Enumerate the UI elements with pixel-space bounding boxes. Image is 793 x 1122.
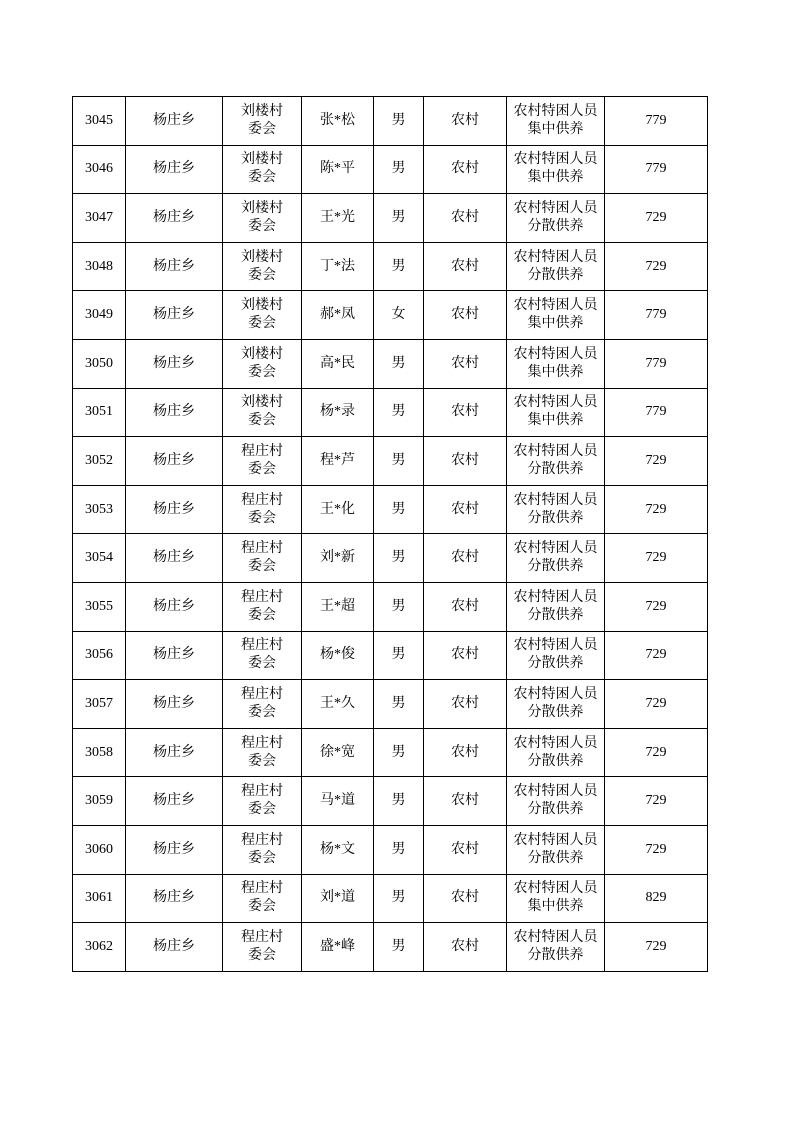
amount-cell: 729 bbox=[605, 194, 708, 243]
serial-number-cell: 3045 bbox=[73, 97, 126, 146]
village-committee-cell: 刘楼村委会 bbox=[223, 388, 302, 437]
township-cell: 杨庄乡 bbox=[126, 825, 223, 874]
name-cell: 徐*宽 bbox=[302, 728, 374, 777]
township-cell: 杨庄乡 bbox=[126, 874, 223, 923]
name-cell: 刘*道 bbox=[302, 874, 374, 923]
table-row bbox=[73, 874, 708, 923]
township-cell: 杨庄乡 bbox=[126, 534, 223, 583]
relief-recipients-table bbox=[72, 96, 708, 972]
serial-number-cell: 3049 bbox=[73, 291, 126, 340]
gender-cell: 男 bbox=[374, 485, 424, 534]
name-cell: 王*化 bbox=[302, 485, 374, 534]
gender-cell: 男 bbox=[374, 582, 424, 631]
serial-number-cell: 3048 bbox=[73, 242, 126, 291]
village-committee-cell: 程庄村委会 bbox=[223, 874, 302, 923]
serial-number-cell: 3057 bbox=[73, 680, 126, 729]
area-type-cell: 农村 bbox=[424, 582, 507, 631]
area-type-cell: 农村 bbox=[424, 437, 507, 486]
village-committee-cell: 程庄村委会 bbox=[223, 923, 302, 972]
support-category-cell: 农村特困人员集中供养 bbox=[507, 145, 605, 194]
table-body bbox=[73, 97, 708, 972]
area-type-cell: 农村 bbox=[424, 923, 507, 972]
table-row bbox=[73, 728, 708, 777]
name-cell: 杨*俊 bbox=[302, 631, 374, 680]
serial-number-cell: 3046 bbox=[73, 145, 126, 194]
table-row bbox=[73, 437, 708, 486]
support-category-cell: 农村特困人员分散供养 bbox=[507, 923, 605, 972]
area-type-cell: 农村 bbox=[424, 631, 507, 680]
amount-cell: 779 bbox=[605, 97, 708, 146]
village-committee-cell: 程庄村委会 bbox=[223, 680, 302, 729]
amount-cell: 779 bbox=[605, 291, 708, 340]
name-cell: 程*芦 bbox=[302, 437, 374, 486]
township-cell: 杨庄乡 bbox=[126, 680, 223, 729]
area-type-cell: 农村 bbox=[424, 874, 507, 923]
support-category-cell: 农村特困人员集中供养 bbox=[507, 339, 605, 388]
table-row bbox=[73, 825, 708, 874]
gender-cell: 男 bbox=[374, 97, 424, 146]
township-cell: 杨庄乡 bbox=[126, 631, 223, 680]
support-category-cell: 农村特困人员分散供养 bbox=[507, 437, 605, 486]
name-cell: 刘*新 bbox=[302, 534, 374, 583]
township-cell: 杨庄乡 bbox=[126, 582, 223, 631]
township-cell: 杨庄乡 bbox=[126, 388, 223, 437]
township-cell: 杨庄乡 bbox=[126, 194, 223, 243]
table-row bbox=[73, 680, 708, 729]
village-committee-cell: 程庄村委会 bbox=[223, 777, 302, 826]
serial-number-cell: 3060 bbox=[73, 825, 126, 874]
support-category-cell: 农村特困人员集中供养 bbox=[507, 874, 605, 923]
area-type-cell: 农村 bbox=[424, 388, 507, 437]
area-type-cell: 农村 bbox=[424, 242, 507, 291]
serial-number-cell: 3047 bbox=[73, 194, 126, 243]
serial-number-cell: 3053 bbox=[73, 485, 126, 534]
village-committee-cell: 刘楼村委会 bbox=[223, 339, 302, 388]
area-type-cell: 农村 bbox=[424, 728, 507, 777]
support-category-cell: 农村特困人员集中供养 bbox=[507, 388, 605, 437]
gender-cell: 男 bbox=[374, 825, 424, 874]
table-row bbox=[73, 534, 708, 583]
amount-cell: 729 bbox=[605, 485, 708, 534]
gender-cell: 男 bbox=[374, 728, 424, 777]
village-committee-cell: 程庄村委会 bbox=[223, 631, 302, 680]
support-category-cell: 农村特困人员分散供养 bbox=[507, 825, 605, 874]
table-row bbox=[73, 97, 708, 146]
village-committee-cell: 程庄村委会 bbox=[223, 825, 302, 874]
area-type-cell: 农村 bbox=[424, 825, 507, 874]
serial-number-cell: 3052 bbox=[73, 437, 126, 486]
township-cell: 杨庄乡 bbox=[126, 242, 223, 291]
amount-cell: 729 bbox=[605, 825, 708, 874]
area-type-cell: 农村 bbox=[424, 145, 507, 194]
township-cell: 杨庄乡 bbox=[126, 97, 223, 146]
amount-cell: 779 bbox=[605, 339, 708, 388]
township-cell: 杨庄乡 bbox=[126, 437, 223, 486]
table-row bbox=[73, 291, 708, 340]
amount-cell: 729 bbox=[605, 923, 708, 972]
village-committee-cell: 刘楼村委会 bbox=[223, 194, 302, 243]
gender-cell: 男 bbox=[374, 339, 424, 388]
support-category-cell: 农村特困人员分散供养 bbox=[507, 631, 605, 680]
serial-number-cell: 3051 bbox=[73, 388, 126, 437]
table-row bbox=[73, 582, 708, 631]
area-type-cell: 农村 bbox=[424, 485, 507, 534]
table-row bbox=[73, 388, 708, 437]
gender-cell: 男 bbox=[374, 631, 424, 680]
support-category-cell: 农村特困人员分散供养 bbox=[507, 777, 605, 826]
support-category-cell: 农村特困人员分散供养 bbox=[507, 728, 605, 777]
name-cell: 高*民 bbox=[302, 339, 374, 388]
support-category-cell: 农村特困人员集中供养 bbox=[507, 291, 605, 340]
area-type-cell: 农村 bbox=[424, 339, 507, 388]
serial-number-cell: 3061 bbox=[73, 874, 126, 923]
gender-cell: 男 bbox=[374, 437, 424, 486]
support-category-cell: 农村特困人员分散供养 bbox=[507, 534, 605, 583]
township-cell: 杨庄乡 bbox=[126, 291, 223, 340]
serial-number-cell: 3055 bbox=[73, 582, 126, 631]
name-cell: 王*久 bbox=[302, 680, 374, 729]
gender-cell: 男 bbox=[374, 923, 424, 972]
area-type-cell: 农村 bbox=[424, 194, 507, 243]
gender-cell: 男 bbox=[374, 777, 424, 826]
support-category-cell: 农村特困人员分散供养 bbox=[507, 582, 605, 631]
table-row bbox=[73, 485, 708, 534]
gender-cell: 男 bbox=[374, 388, 424, 437]
township-cell: 杨庄乡 bbox=[126, 923, 223, 972]
serial-number-cell: 3058 bbox=[73, 728, 126, 777]
amount-cell: 729 bbox=[605, 728, 708, 777]
village-committee-cell: 刘楼村委会 bbox=[223, 291, 302, 340]
township-cell: 杨庄乡 bbox=[126, 145, 223, 194]
name-cell: 张*松 bbox=[302, 97, 374, 146]
table-row bbox=[73, 194, 708, 243]
amount-cell: 729 bbox=[605, 534, 708, 583]
table-row bbox=[73, 631, 708, 680]
amount-cell: 729 bbox=[605, 680, 708, 729]
gender-cell: 男 bbox=[374, 534, 424, 583]
name-cell: 杨*文 bbox=[302, 825, 374, 874]
support-category-cell: 农村特困人员分散供养 bbox=[507, 194, 605, 243]
village-committee-cell: 程庄村委会 bbox=[223, 582, 302, 631]
name-cell: 杨*录 bbox=[302, 388, 374, 437]
serial-number-cell: 3059 bbox=[73, 777, 126, 826]
gender-cell: 男 bbox=[374, 874, 424, 923]
village-committee-cell: 刘楼村委会 bbox=[223, 97, 302, 146]
township-cell: 杨庄乡 bbox=[126, 728, 223, 777]
support-category-cell: 农村特困人员分散供养 bbox=[507, 242, 605, 291]
support-category-cell: 农村特困人员集中供养 bbox=[507, 97, 605, 146]
table-row bbox=[73, 923, 708, 972]
name-cell: 丁*法 bbox=[302, 242, 374, 291]
table-row bbox=[73, 339, 708, 388]
name-cell: 王*超 bbox=[302, 582, 374, 631]
support-category-cell: 农村特困人员分散供养 bbox=[507, 485, 605, 534]
gender-cell: 男 bbox=[374, 680, 424, 729]
gender-cell: 男 bbox=[374, 194, 424, 243]
name-cell: 王*光 bbox=[302, 194, 374, 243]
village-committee-cell: 刘楼村委会 bbox=[223, 242, 302, 291]
table-row bbox=[73, 777, 708, 826]
village-committee-cell: 程庄村委会 bbox=[223, 437, 302, 486]
amount-cell: 729 bbox=[605, 777, 708, 826]
amount-cell: 779 bbox=[605, 388, 708, 437]
gender-cell: 男 bbox=[374, 242, 424, 291]
area-type-cell: 农村 bbox=[424, 534, 507, 583]
village-committee-cell: 程庄村委会 bbox=[223, 534, 302, 583]
township-cell: 杨庄乡 bbox=[126, 485, 223, 534]
gender-cell: 男 bbox=[374, 145, 424, 194]
township-cell: 杨庄乡 bbox=[126, 339, 223, 388]
area-type-cell: 农村 bbox=[424, 777, 507, 826]
area-type-cell: 农村 bbox=[424, 97, 507, 146]
table-row bbox=[73, 145, 708, 194]
support-category-cell: 农村特困人员分散供养 bbox=[507, 680, 605, 729]
name-cell: 郝*凤 bbox=[302, 291, 374, 340]
name-cell: 盛*峰 bbox=[302, 923, 374, 972]
serial-number-cell: 3050 bbox=[73, 339, 126, 388]
name-cell: 陈*平 bbox=[302, 145, 374, 194]
amount-cell: 729 bbox=[605, 242, 708, 291]
amount-cell: 729 bbox=[605, 437, 708, 486]
name-cell: 马*道 bbox=[302, 777, 374, 826]
amount-cell: 729 bbox=[605, 582, 708, 631]
gender-cell: 女 bbox=[374, 291, 424, 340]
village-committee-cell: 程庄村委会 bbox=[223, 485, 302, 534]
township-cell: 杨庄乡 bbox=[126, 777, 223, 826]
serial-number-cell: 3062 bbox=[73, 923, 126, 972]
serial-number-cell: 3056 bbox=[73, 631, 126, 680]
amount-cell: 779 bbox=[605, 145, 708, 194]
area-type-cell: 农村 bbox=[424, 680, 507, 729]
table-row bbox=[73, 242, 708, 291]
village-committee-cell: 程庄村委会 bbox=[223, 728, 302, 777]
serial-number-cell: 3054 bbox=[73, 534, 126, 583]
amount-cell: 829 bbox=[605, 874, 708, 923]
village-committee-cell: 刘楼村委会 bbox=[223, 145, 302, 194]
amount-cell: 729 bbox=[605, 631, 708, 680]
area-type-cell: 农村 bbox=[424, 291, 507, 340]
